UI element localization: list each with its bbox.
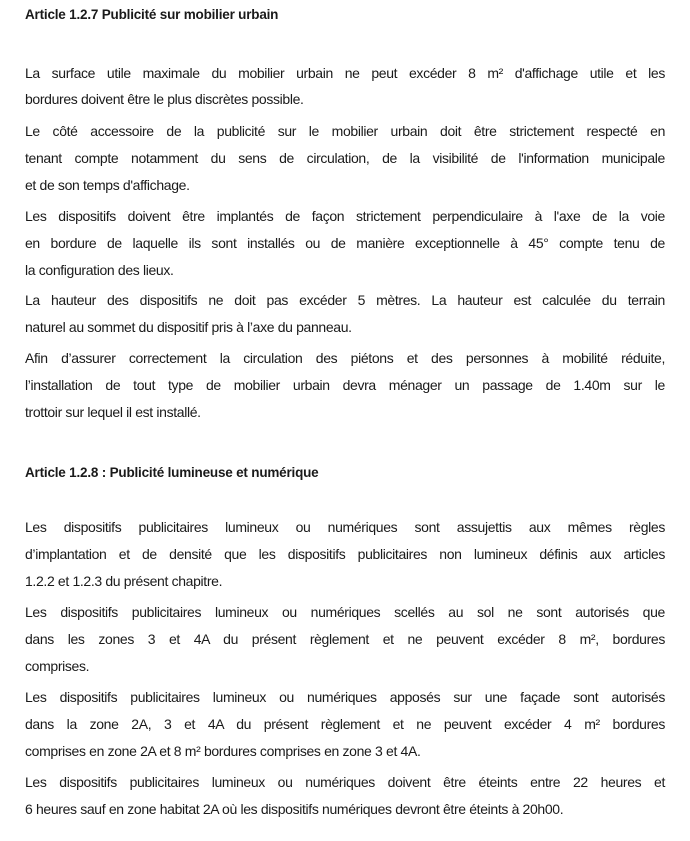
paragraph-line: d’implantation et de densité que les dispositifs publicitaires non lumineux définis aux articles bbox=[25, 546, 665, 562]
paragraph-line: La hauteur des dispositifs ne doit pas excéder 5 mètres. La hauteur est calculée du terrain bbox=[25, 292, 665, 308]
paragraph-line: comprises. bbox=[25, 658, 90, 674]
paragraph-line: Les dispositifs publicitaires lumineux ou numériques apposés sur une façade sont autorisés bbox=[25, 689, 665, 705]
paragraph-line: tenant compte notamment du sens de circulation, de la visibilité de l'information municipale bbox=[25, 150, 665, 166]
paragraph-line: Afin d’assurer correctement la circulation des piétons et des personnes à mobilité réduite, bbox=[25, 350, 665, 366]
paragraph-line: dans les zones 3 et 4A du présent règlement et ne peuvent excéder 8 m², bordures bbox=[25, 631, 665, 647]
paragraph-line: La surface utile maximale du mobilier urbain ne peut excéder 8 m² d'affichage utile et les bbox=[25, 65, 665, 81]
paragraph-line: 1.2.2 et 1.2.3 du présent chapitre. bbox=[25, 573, 223, 589]
paragraph-line: l’installation de tout type de mobilier urbain devra ménager un passage de 1.40m sur le bbox=[25, 377, 665, 393]
paragraph-line: Les dispositifs publicitaires lumineux ou numériques doivent être éteints entre 22 heures et bbox=[25, 774, 665, 790]
paragraph-line: Les dispositifs publicitaires lumineux ou numériques scellés au sol ne sont autorisés que bbox=[25, 604, 665, 620]
article-heading: Article 1.2.7 Publicité sur mobilier urbain bbox=[25, 7, 279, 22]
paragraph-line: 6 heures sauf en zone habitat 2A où les dispositifs numériques devront être éteints à 20h00. bbox=[25, 801, 564, 817]
paragraph-line: la configuration des lieux. bbox=[25, 262, 174, 278]
paragraph-line: naturel au sommet du dispositif pris à l’axe du panneau. bbox=[25, 319, 352, 335]
paragraph-line: trottoir sur lequel il est installé. bbox=[25, 404, 201, 420]
paragraph-line: Les dispositifs doivent être implantés de façon strictement perpendiculaire à l'axe de la voie bbox=[25, 208, 665, 224]
paragraph-line: bordures doivent être le plus discrètes possible. bbox=[25, 91, 304, 107]
paragraph-line: dans la zone 2A, 3 et 4A du présent règlement et ne peuvent excéder 4 m² bordures bbox=[25, 716, 665, 732]
paragraph-line: comprises en zone 2A et 8 m² bordures comprises en zone 3 et 4A. bbox=[25, 743, 421, 759]
article-heading: Article 1.2.8 : Publicité lumineuse et numérique bbox=[25, 465, 319, 480]
paragraph-line: et de son temps d'affichage. bbox=[25, 177, 190, 193]
paragraph-line: Le côté accessoire de la publicité sur le mobilier urbain doit être strictement respecté en bbox=[25, 123, 665, 139]
paragraph-line: en bordure de laquelle ils sont installés ou de manière exceptionnelle à 45° compte tenu de bbox=[25, 235, 665, 251]
paragraph-line: Les dispositifs publicitaires lumineux ou numériques sont assujettis aux mêmes règles bbox=[25, 519, 665, 535]
